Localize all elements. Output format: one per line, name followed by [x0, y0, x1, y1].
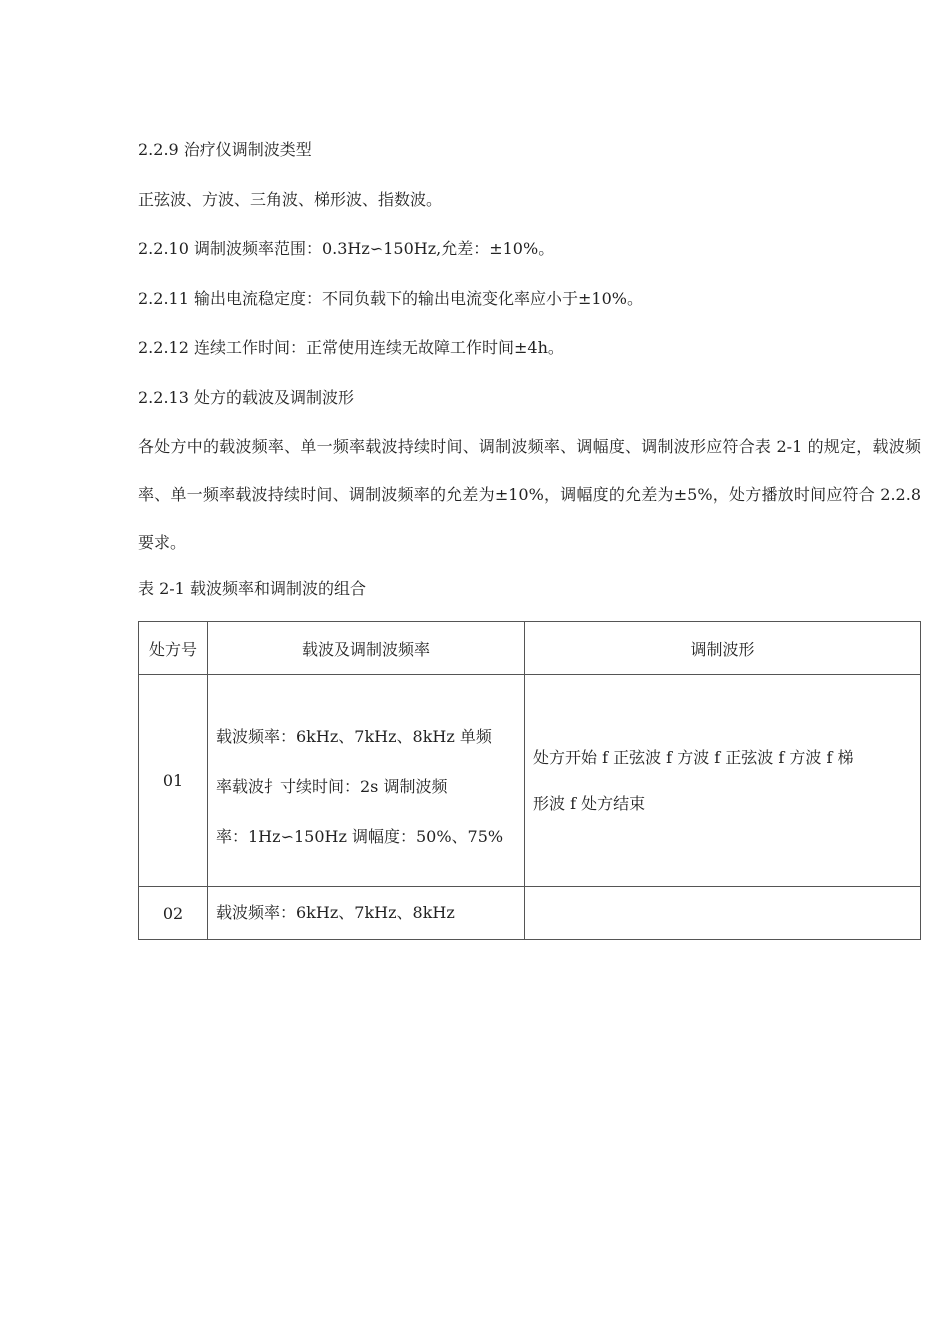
carrier-modulation-table: [138, 621, 921, 940]
header-carrier-frequency: 载波及调制波频率: [208, 622, 525, 675]
modulation-waveform-cell: [525, 887, 921, 940]
cell-line: 载波频率：6kHz、7kHz、8kHz: [216, 903, 455, 922]
prescription-number: 02: [139, 887, 208, 940]
section-2-2-12-text: 2.2.12 连续工作时间：正常使用连续无故障工作时间±4h。: [138, 338, 564, 357]
section-heading-2-2-13: 2.2.13 处方的载波及调制波形: [138, 387, 354, 407]
section-2-2-11-text: 2.2.11 输出电流稳定度：不同负载下的输出电流变化率应小于±10%。: [138, 288, 643, 308]
header-prescription-no: 处方号: [139, 622, 208, 675]
carrier-frequency-cell: [208, 887, 525, 940]
header-modulation-waveform: 调制波形: [525, 622, 921, 675]
table-caption: 表 2-1 载波频率和调制波的组合: [138, 579, 366, 598]
waveform-types-text: 正弦波、方波、三角波、梯形波、指数波。: [138, 189, 443, 209]
table-header-row: [139, 622, 921, 675]
section-2-2-10-text: 2.2.10 调制波频率范围：0.3Hz∽150Hz,允差：±10%。: [138, 239, 555, 258]
cell-line: 载波频率：6kHz、7kHz、8kHz 单频: [216, 726, 492, 746]
cell-line: 处方开始 f 正弦波 f 方波 f 正弦波 f 方波 f 梯: [533, 747, 854, 767]
section-heading-2-2-9: 2.2.9 治疗仪调制波类型: [138, 140, 312, 159]
cell-line: 形波 f 处方结束: [533, 793, 646, 813]
cell-line: 率：1Hz∽150Hz 调幅度：50%、75%: [216, 826, 504, 846]
prescription-number: 01: [139, 675, 208, 887]
prescription-requirements-text: 各处方中的载波频率、单一频率载波持续时间、调制波频率、调幅度、调制波形应符合表 2-1 的规定，载波频率、单一频率载波持续时间、调制波频率的允差为±10%，调幅度的允差为±5%，处方播放时间应符合 2.2.8 要求。: [138, 437, 921, 552]
table-row: [139, 675, 921, 887]
document-content: [138, 134, 921, 940]
carrier-frequency-cell: [208, 675, 525, 887]
table-row: [139, 887, 921, 940]
cell-line: 率载波扌寸续时间：2s 调制波频: [216, 776, 448, 796]
modulation-waveform-cell: [525, 675, 921, 887]
